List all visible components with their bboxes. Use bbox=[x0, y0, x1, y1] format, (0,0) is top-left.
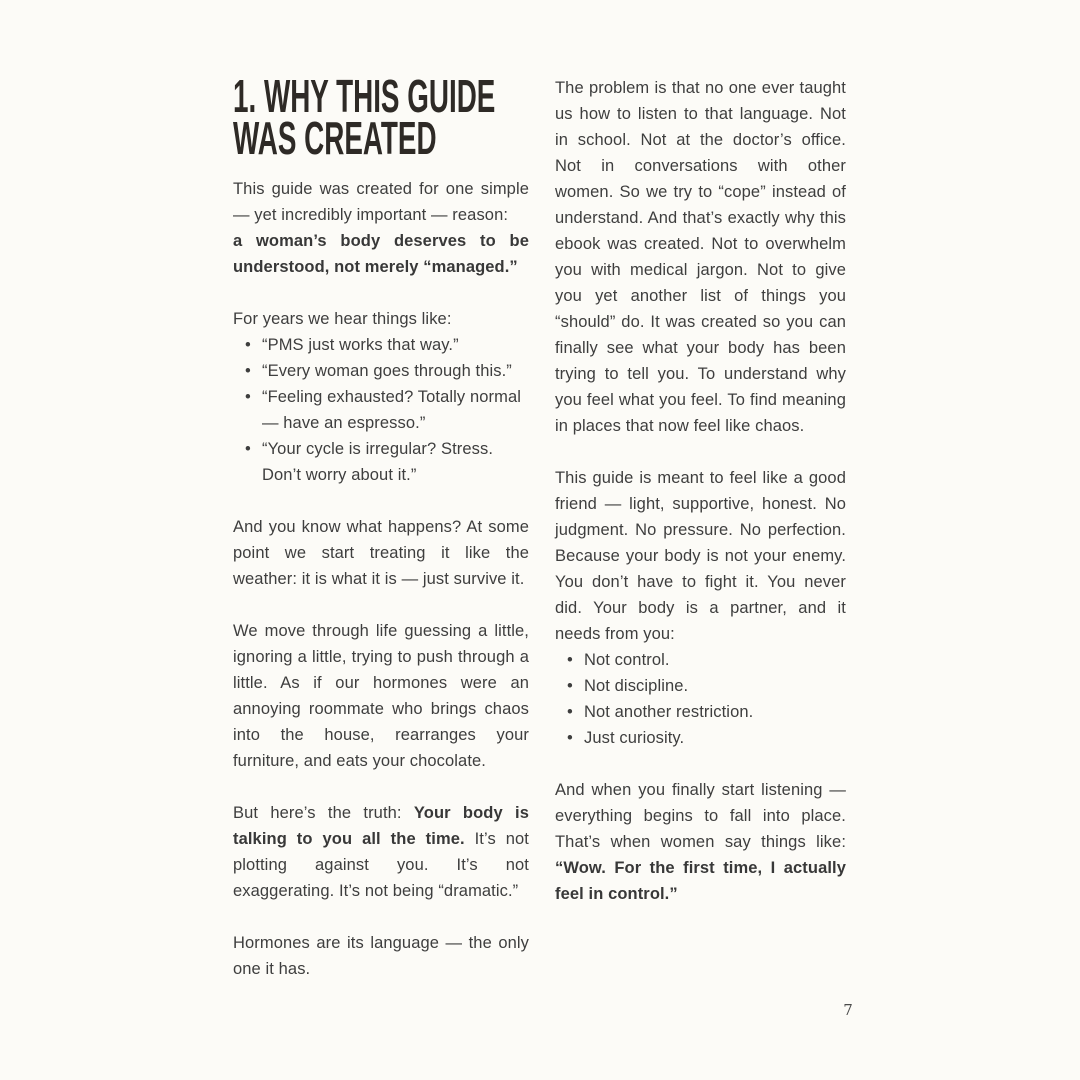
page-number: 7 bbox=[843, 1001, 853, 1019]
list-item: • Not another restriction. bbox=[555, 699, 846, 725]
list-item: • “Every woman goes through this.” bbox=[233, 358, 529, 384]
truth-prefix: But here’s the truth: bbox=[233, 804, 414, 822]
list-item: • Not discipline. bbox=[555, 673, 846, 699]
list-item: • “Feeling exhausted? Totally normal — have an espresso.” bbox=[233, 384, 529, 436]
problem-paragraph: The problem is that no one ever taught us how to listen to that language. Not in school. Not at the doctor’s office. Not in conversations with other women. So we try to “cope” instead of understand. And that’s exactly why this ebook was created. Not to overwhelm you with medical jargon. Not to give you yet another list of things you “should” do. It was created so you can finally see what your body has been trying to tell you. To understand why you feel what you feel. To find meaning in places that now feel like chaos. bbox=[555, 79, 846, 435]
chapter-title-line2: WAS CREATED bbox=[233, 112, 437, 164]
listening-bold: “Wow. For the first time, I actually feel in control.” bbox=[555, 859, 846, 903]
truth-suffix: It’s not plotting against you. It’s not exaggerating. It’s not being “dramatic.” bbox=[233, 830, 529, 900]
list-item: • “Your cycle is irregular? Stress. Don’t worry about it.” bbox=[233, 436, 529, 488]
intro-text: This guide was created for one simple — yet incredibly important — reason: bbox=[233, 180, 529, 224]
right-column bbox=[555, 75, 846, 933]
listening-paragraph bbox=[555, 777, 846, 907]
intro-paragraph-group bbox=[233, 176, 529, 280]
left-column bbox=[233, 70, 529, 1008]
weather-paragraph: And you know what happens? At some point we start treating it like the weather: it is what it is — just survive it. bbox=[233, 518, 529, 588]
friend-paragraph: This guide is meant to feel like a good friend — light, supportive, honest. No judgment. No pressure. No perfection. Because your body is not your enemy. You don’t have to fight it. You never did. Your body is a partner, and it needs from you: bbox=[555, 469, 846, 643]
truth-bold: Your body is talking to you all the time. bbox=[233, 804, 529, 848]
intro-bold-text: a woman’s body deserves to be understood, not merely “managed.” bbox=[233, 232, 529, 276]
language-paragraph: Hormones are its language — the only one it has. bbox=[233, 934, 529, 978]
truth-paragraph bbox=[233, 800, 529, 904]
hear-things-label: For years we hear things like: bbox=[233, 310, 452, 328]
list-item: • Not control. bbox=[555, 647, 846, 673]
listening-prefix: And when you finally start listening — everything begins to fall into place. That’s when women say things like: bbox=[555, 781, 846, 851]
list-item: • Just curiosity. bbox=[555, 725, 846, 751]
chapter-title-line1: 1. WHY THIS GUIDE bbox=[233, 70, 496, 122]
list-item: • “PMS just works that way.” bbox=[233, 332, 529, 358]
chapter-title bbox=[233, 70, 529, 164]
hear-things-list bbox=[233, 332, 529, 488]
needs-list bbox=[555, 647, 846, 751]
roommate-paragraph: We move through life guessing a little, ignoring a little, trying to push through a little. As if our hormones were an annoying roommate who brings chaos into the house, rearranges your furniture, and eats your chocolate. bbox=[233, 622, 529, 770]
